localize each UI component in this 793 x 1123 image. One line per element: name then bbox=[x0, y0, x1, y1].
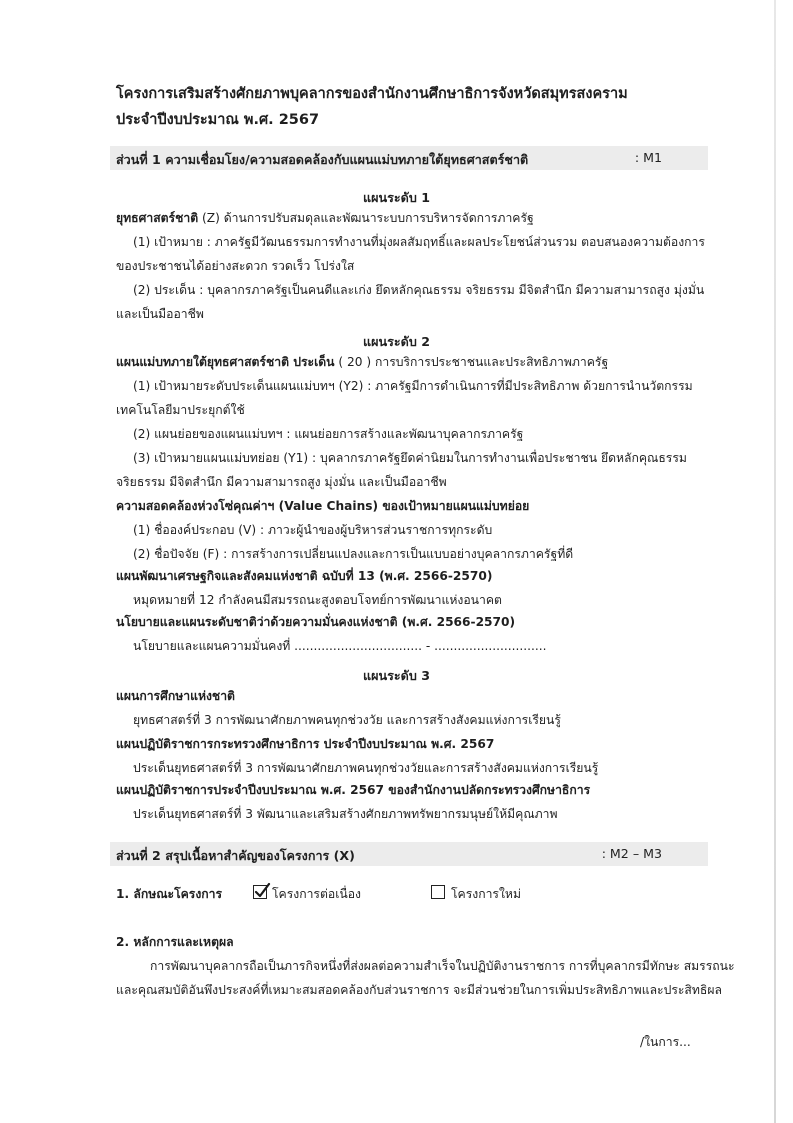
level1-strategy bbox=[116, 210, 534, 226]
level2-heading: แผนระดับ 2 bbox=[363, 334, 430, 349]
rationale-line1: การพัฒนาบุคลากรถือเป็นภารกิจหนึ่งที่ส่งผลต่อความสำเร็จในปฏิบัติงานราชการ การที่บุคลากรมีทักษะ สมรรถนะ bbox=[150, 959, 735, 973]
level2-item3-line1: (3) เป้าหมายแผนแม่บทย่อย (Y1) : บุคลากรภาครัฐยึดค่านิยมในการทำงานเพื่อประชาชน ยึดหลักคุณธรรม bbox=[133, 451, 687, 465]
new-project-label: โครงการใหม่ bbox=[451, 887, 521, 901]
document-title-line2: ประจำปีงบประมาณ พ.ศ. 2567 bbox=[116, 112, 320, 128]
value-chain-item2: (2) ชื่อปัจจัย (F) : การสร้างการเปลี่ยนแปลงและการเป็นแบบอย่างบุคลากรภาครัฐที่ดี bbox=[133, 547, 574, 561]
continuing-project-checkbox[interactable] bbox=[253, 885, 267, 899]
value-chain-item1: (1) ชื่อองค์ประกอบ (V) : ภาวะผู้นำของผู้บริหารส่วนราชการทุกระดับ bbox=[133, 523, 493, 537]
nesdp-item: หมุดหมายที่ 12 กำลังคนมีสมรรถนะสูงตอบโจทย์การพัฒนาแห่งอนาคต bbox=[133, 593, 502, 607]
rationale-line2: และคุณสมบัติอันพึงประสงค์ที่เหมาะสมสอดคล้องกับส่วนราชการ จะมีส่วนช่วยในการเพิ่มประสิทธิภาพและประสิทธิผล bbox=[116, 983, 722, 997]
scan-edge-shadow bbox=[774, 0, 776, 1123]
level1-goal-line1: (1) เป้าหมาย : ภาครัฐมีวัฒนธรรมการทำงานที่มุ่งผลสัมฤทธิ์และผลประโยชน์ส่วนรวม ตอบสนองความต้องการ bbox=[133, 235, 705, 249]
security-policy-item: นโยบายและแผนความมั่นคงที่ ................................. - ............................. bbox=[133, 639, 547, 653]
level2-item3-line2: จริยธรรม มีจิตสำนึก มีความสามารถสูง มุ่งมั่น และเป็นมืออาชีพ bbox=[116, 475, 447, 489]
ops-plan-heading: แผนปฏิบัติราชการประจำปีงบประมาณ พ.ศ. 2567 ของสำนักงานปลัดกระทรวงศึกษาธิการ bbox=[116, 783, 591, 797]
document-title-line1: โครงการเสริมสร้างศักยภาพบุคลากรของสำนักงานศึกษาธิการจังหวัดสมุทรสงคราม bbox=[116, 86, 628, 102]
section1-header bbox=[110, 146, 708, 170]
level3-heading: แผนระดับ 3 bbox=[363, 668, 430, 683]
edu-plan-item: ยุทธศาสตร์ที่ 3 การพัฒนาศักยภาพคนทุกช่วงวัย และการสร้างสังคมแห่งการเรียนรู้ bbox=[133, 713, 561, 727]
ops-plan-item: ประเด็นยุทธศาสตร์ที่ 3 พัฒนาและเสริมสร้างศักยภาพทรัพยากรมนุษย์ให้มีคุณภาพ bbox=[133, 807, 558, 821]
level2-masterplan-text: ( 20 ) การบริการประชาชนและประสิทธิภาพภาครัฐ bbox=[334, 355, 609, 369]
level1-issue-line2: และเป็นมืออาชีพ bbox=[116, 307, 204, 321]
security-policy-heading: นโยบายและแผนระดับชาติว่าด้วยความมั่นคงแห่งชาติ (พ.ศ. 2566-2570) bbox=[116, 615, 516, 629]
moe-plan-heading: แผนปฏิบัติราชการกระทรวงศึกษาธิการ ประจำปีงบประมาณ พ.ศ. 2567 bbox=[116, 737, 495, 751]
section2-code: : M2 – M3 bbox=[601, 846, 662, 861]
checkmark-icon bbox=[253, 882, 271, 900]
level2-masterplan-bold: แผนแม่บทภายใต้ยุทธศาสตร์ชาติ ประเด็น bbox=[116, 355, 335, 369]
rationale-heading: 2. หลักการและเหตุผล bbox=[116, 935, 234, 949]
edu-plan-heading: แผนการศึกษาแห่งชาติ bbox=[116, 689, 235, 703]
level1-heading: แผนระดับ 1 bbox=[363, 190, 430, 205]
level1-strategy-bold: ยุทธศาสตร์ชาติ bbox=[116, 211, 199, 225]
level2-masterplan bbox=[116, 354, 608, 370]
continuing-project-label: โครงการต่อเนื่อง bbox=[272, 887, 361, 901]
moe-plan-item: ประเด็นยุทธศาสตร์ที่ 3 การพัฒนาศักยภาพคนทุกช่วงวัยและการสร้างสังคมแห่งการเรียนรู้ bbox=[133, 761, 599, 775]
level1-strategy-text: (Z) ด้านการปรับสมดุลและพัฒนาระบบการบริหารจัดการภาครัฐ bbox=[198, 211, 534, 225]
section1-code: : M1 bbox=[634, 150, 662, 165]
section2-header bbox=[110, 842, 708, 866]
new-project-checkbox[interactable] bbox=[431, 885, 445, 899]
level2-item1-line1: (1) เป้าหมายระดับประเด็นแผนแม่บทฯ (Y2) : ภาครัฐมีการดำเนินการที่มีประสิทธิภาพ ด้วยการนำนวัตกรรม bbox=[133, 379, 693, 393]
continuation-marker: /ในการ... bbox=[640, 1035, 691, 1049]
level2-item1-line2: เทคโนโลยีมาประยุกต์ใช้ bbox=[116, 403, 245, 417]
level1-issue-line1: (2) ประเด็น : บุคลากรภาครัฐเป็นคนดีและเก่ง ยึดหลักคุณธรรม จริยธรรม มีจิตสำนึก มีความสามารถสูง มุ่งมั่น bbox=[133, 283, 705, 297]
level1-goal-line2: ของประชาชนได้อย่างสะดวก รวดเร็ว โปร่งใส bbox=[116, 259, 355, 273]
level2-item2: (2) แผนย่อยของแผนแม่บทฯ : แผนย่อยการสร้างและพัฒนาบุคลากรภาครัฐ bbox=[133, 427, 524, 441]
section2-label: ส่วนที่ 2 สรุปเนื้อหาสำคัญของโครงการ (X) bbox=[116, 848, 355, 863]
value-chains-heading: ความสอดคล้องห่วงโซ่คุณค่าฯ (Value Chains) ของเป้าหมายแผนแม่บทย่อย bbox=[116, 499, 530, 513]
nesdp-heading: แผนพัฒนาเศรษฐกิจและสังคมแห่งชาติ ฉบับที่ 13 (พ.ศ. 2566-2570) bbox=[116, 569, 493, 583]
section1-label: ส่วนที่ 1 ความเชื่อมโยง/ความสอดคล้องกับแผนแม่บทภายใต้ยุทธศาสตร์ชาติ bbox=[116, 152, 529, 167]
project-type-label: 1. ลักษณะโครงการ bbox=[116, 887, 223, 901]
